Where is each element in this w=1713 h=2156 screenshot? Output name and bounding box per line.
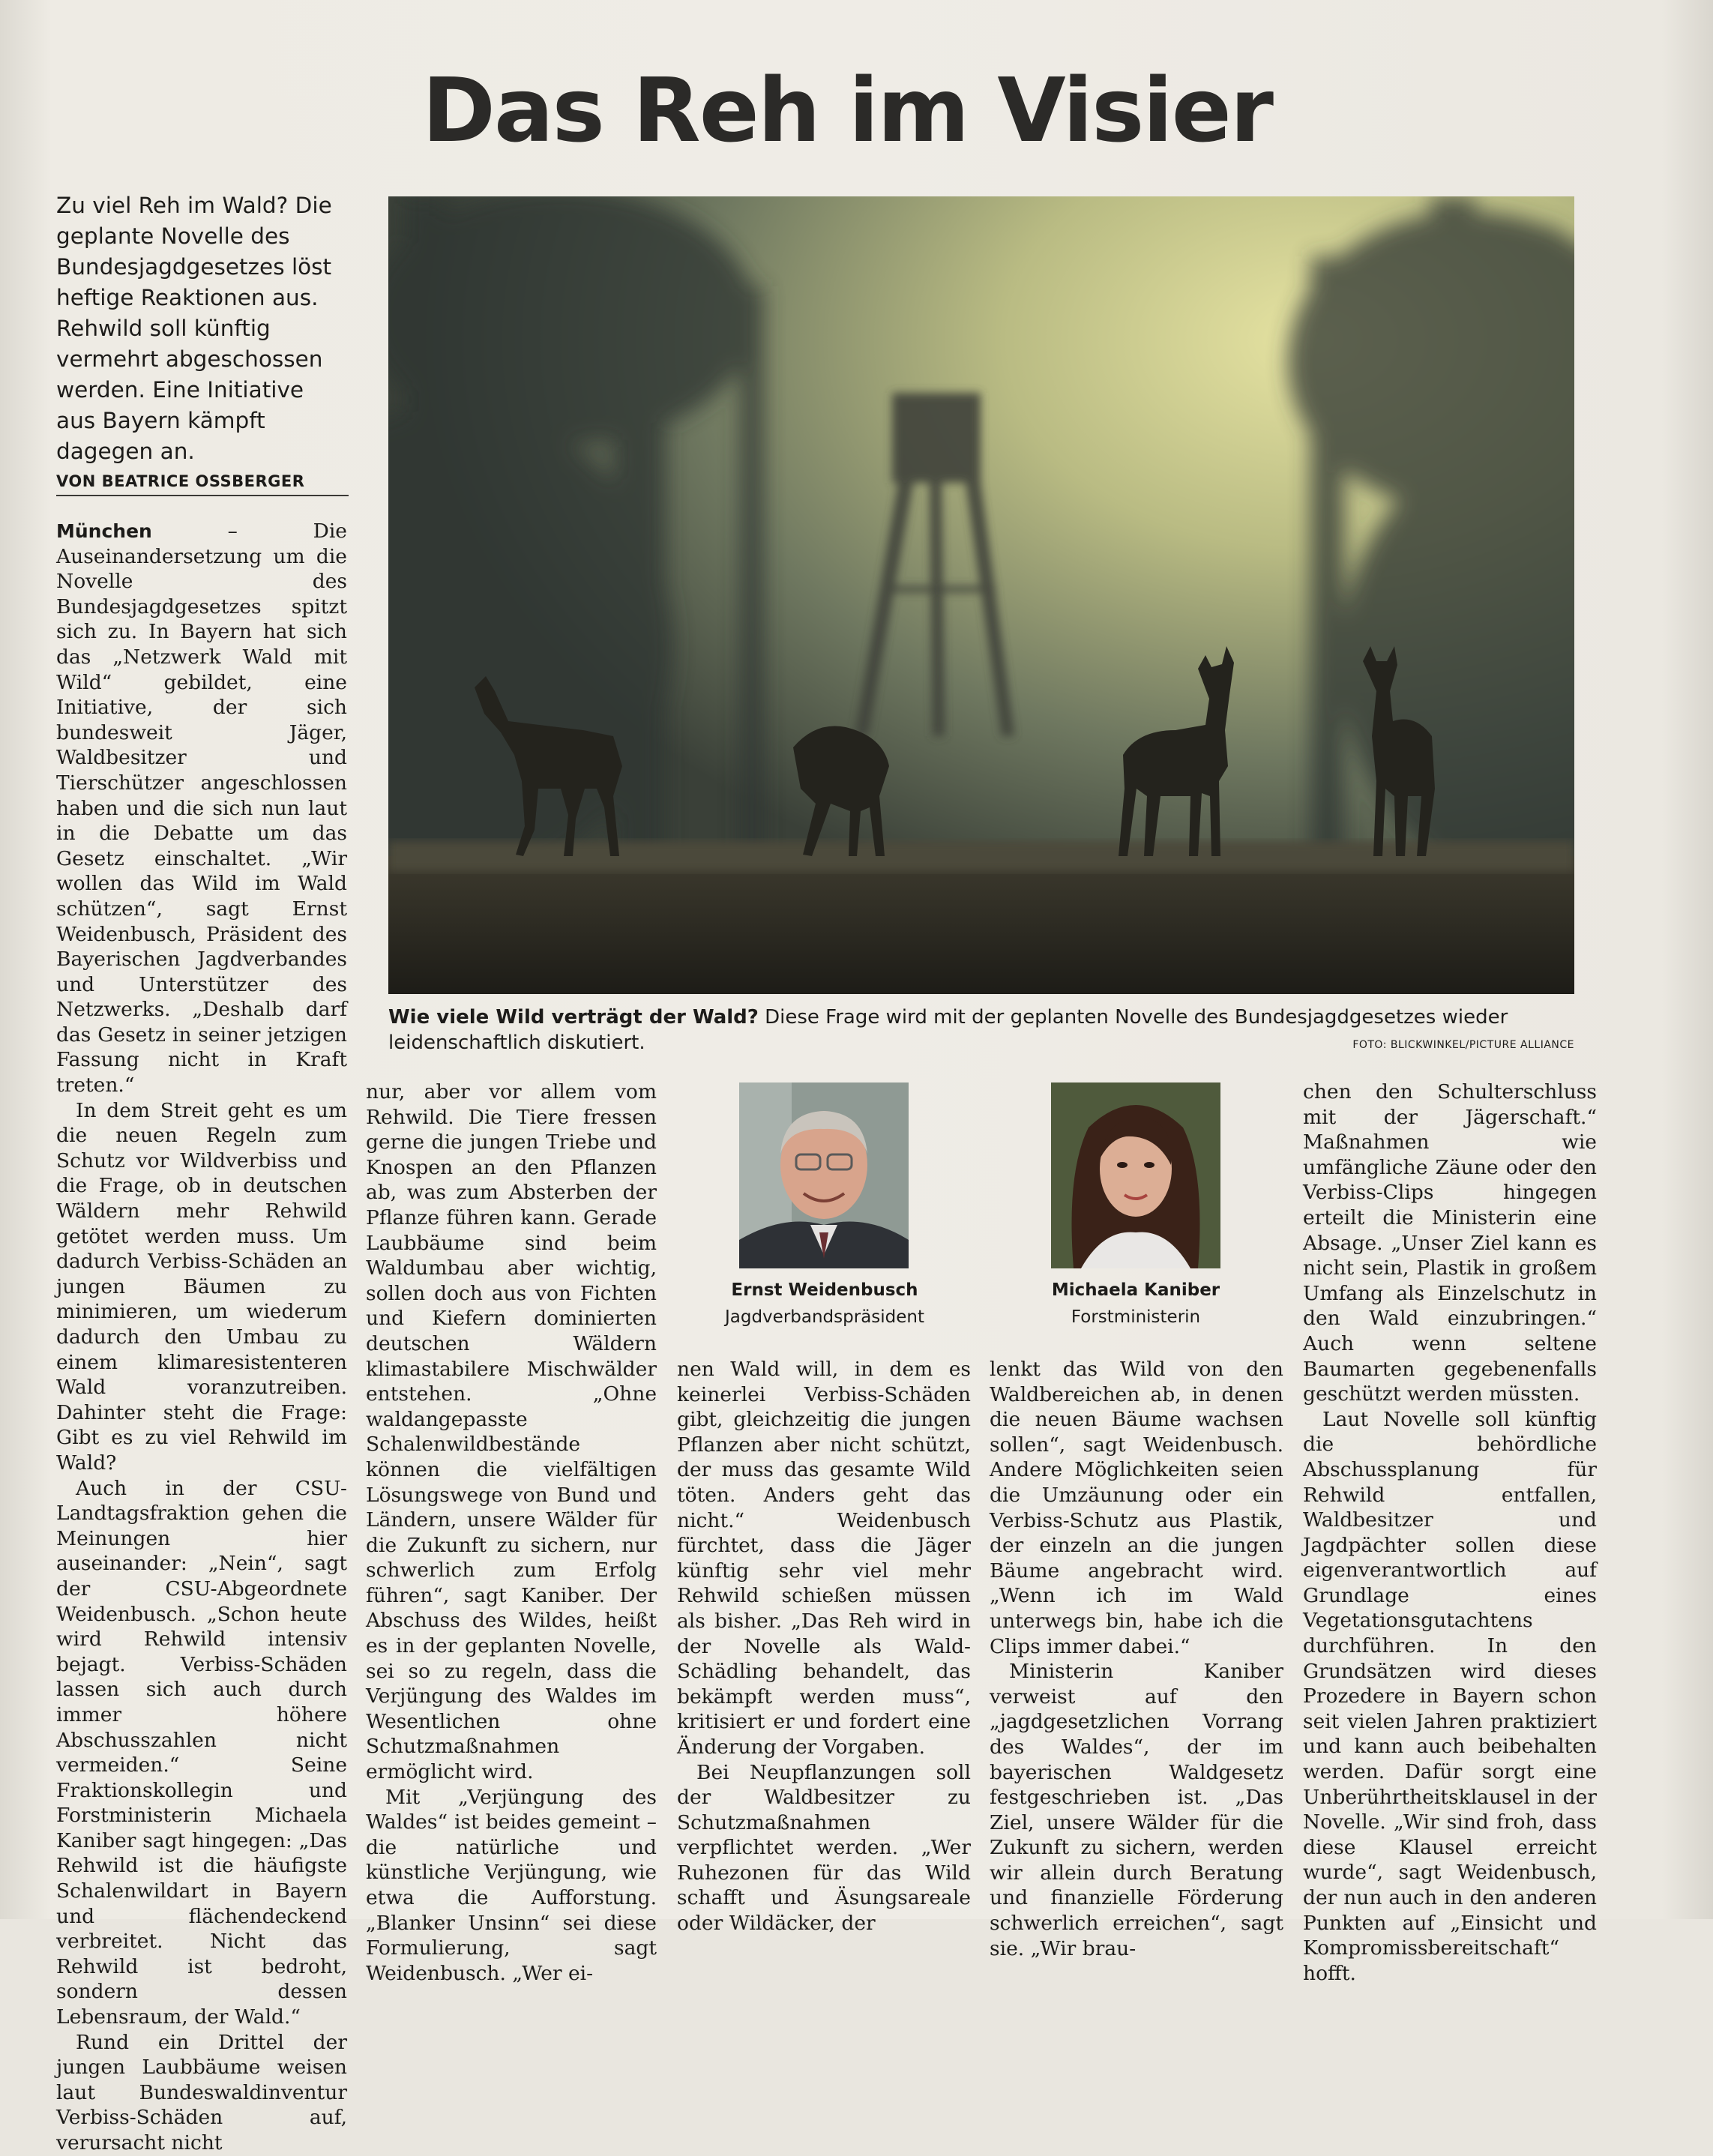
paragraph: Mit „Verjüngung des Waldes“ ist beides gemeint – die natürliche und künstliche Verjüngung, wie etwa die Aufforstung. „Blanker Unsinn“ sei diese Formulierung, sagt Weidenbusch. „Wer ei- [366,1785,657,1985]
person-name-kaniber: Michaela Kaniber [1051,1280,1220,1300]
person-role-kaniber: Forstministerin [1071,1307,1201,1327]
woman-portrait-photo [1051,1082,1220,1268]
adjacent-article-left-fragment [0,15,45,585]
adjacent-article-right-fragment [1657,15,1713,1889]
paragraph: chen den Schulterschluss mit der Jägerschaft.“ Maßnahmen wie umfängliche Zäune oder den Verbiss-Clips hingegen erteilt die Ministerin eine Absage. „Unser Ziel kann es nicht sein, Plastik in großem Umfang als Einzelschutz in den Wald einzubringen.“ Auch wenn seltene Baumarten gegebenenfalls geschützt werden müssten. [1303,1080,1597,1406]
paragraph: Ministerin Kaniber verweist auf den „jagdgesetzlichen Vorrang des Waldes“, der im bayerischen Waldgesetz festgeschrieben ist. „Das Ziel, unsere Wälder für die Zukunft zu sichern, werden wir allein durch Beratung und finanzielle Förderung schwerlich erreichen“, sagt sie. „Wir brau- [990,1660,1283,1960]
paragraph: nen Wald will, in dem es keinerlei Verbiss-Schäden gibt, gleichzeitig die jungen Pflanzen aber nicht schützt, der muss das gesamte Wild töten. Anders geht das nicht.“ Weidenbusch fürchtet, dass die Jäger künftig sehr viel mehr Rehwild schießen müssen als bisher. „Das Reh wird in der Novelle als Wald-Schädling behandelt, das bekämpft werden muss“, kritisiert er und fordert eine Änderung der Vorgaben. [677,1358,971,1759]
portrait-michaela-kaniber [1051,1082,1220,1268]
caption-lead: Wie viele Wild verträgt der Wald? [388,1006,759,1029]
paragraph: Laut Novelle soll künftig die behördliche Abschussplanung für Rehwild entfallen, Waldbesitzer und Jagdpächter sollen diese eigenverantwortlich auf Grundlage eines Vegetationsgutachtens durchführen. In den Grundsätzen wird dieses Prozedere in Bayern schon seit vielen Jahren praktiziert und kann auch beibehalten werden. Dafür sorgt eine Unberührtheitsklausel in der Novelle. „Wir sind froh, dass diese Klausel erreicht wurde“, sagt Weidenbusch, der nun auch in den anderen Punkten auf „Einsicht und Kompromissbereitschaft“ hofft. [1303,1407,1597,1985]
caption-text: Diese Frage wird mit der geplanten Novelle des Bundesjagdgesetzes wieder leidenschaftlich diskutiert. [388,1006,1508,1054]
article-column-1 [56,519,347,2156]
deer-hunting-stand-photo [388,196,1574,994]
man-portrait-photo [739,1082,909,1268]
article-column-5 [1303,1079,1597,1986]
photo-credit: FOTO: BLICKWINKEL/PICTURE ALLIANCE [1352,1039,1574,1051]
paragraph-text: – Die Auseinandersetzung um die Novelle des Bundesjagdgesetzes spitzt sich zu. In Bayern hat sich das „Netzwerk Wald mit Wild“ gebildet, eine Initiative, der sich bundesweit Jäger, Waldbesitzer und Tierschützer angeschlossen haben und die sich nun laut in die Debatte um das Gesetz einschaltet. „Wir wollen das Wild im Wald schützen“, sagt Ernst Weidenbusch, Präsident des Bayerischen Jagdverbandes und Unterstützer des Netzwerks. „Deshalb darf das Gesetz in seiner jetzigen Fassung nicht in Kraft treten.“ [56,520,347,1097]
person-name-weidenbusch: Ernst Weidenbusch [731,1280,918,1300]
paragraph: Auch in der CSU-Landtagsfraktion gehen die Meinungen hier auseinander: „Nein“, sagt der CSU-Abgeordnete Weidenbusch. „Schon heute wird Rehwild intensiv bejagt. Verbiss-Schäden lassen sich auch durch immer höhere Abschusszahlen nicht vermeiden.“ Seine Fraktionskollegin und Forstministerin Michaela Kaniber sagt hingegen: „Das Rehwild ist die häufigste Schalenwildart in Bayern und flächendeckend verbreitet. Nicht das Rehwild ist bedroht, sondern dessen Lebensraum, der Wald.“ [56,1476,347,2029]
portrait-ernst-weidenbusch [739,1082,909,1268]
headline: Das Reh im Visier [422,58,1272,162]
person-role-weidenbusch: Jagdverbandspräsident [724,1307,925,1327]
article-column-4 [990,1357,1283,1961]
dateline-place: München [56,520,152,542]
byline: VON BEATRICE OSSBERGER [56,472,349,496]
paragraph: Bei Neupflanzungen soll der Waldbesitzer zu Schutzmaßnahmen verpflichtet werden. „Wer Ruhezonen für das Wild schafft und Äsungsareale oder Wildäcker, der [677,1760,971,1936]
paragraph: Rund ein Drittel der jungen Laubbäume weisen laut Bundeswaldinventur Verbiss-Schäden auf, verursacht nicht [56,2030,347,2155]
paragraph: In dem Streit geht es um die neuen Regeln zum Schutz vor Wildverbiss und die Frage, ob in deutschen Wäldern mehr Rehwild getötet werden muss. Um dadurch Verbiss-Schäden an jungen Bäumen zu minimieren, um wiederum dadurch den Umbau zu einem klimaresistenteren Wald voranzutreiben. Dahinter steht die Frage: Gibt es zu viel Rehwild im Wald? [56,1098,347,1475]
main-photo-deer-at-dusk [388,196,1574,994]
article-column-2 [366,1079,657,1986]
article-column-3 [677,1357,971,1936]
paragraph [56,519,347,1098]
paragraph: nur, aber vor allem vom Rehwild. Die Tiere fressen gerne die jungen Triebe und Knospen an den Pflanzen ab, was zum Absterben der Pflanze führen kann. Gerade Laubbäume sind beim Waldumbau aber wichtig, sollen doch aus von Fichten und Kiefern dominierten deutschen Wäldern klimastabilere Mischwälder entstehen. „Ohne waldangepasste Schalenwildbestände können die vielfältigen Lösungswege von Bund und Ländern, unsere Wälder für die Zukunft zu sichern, nur schwerlich zum Erfolg führen“, sagt Kaniber. Der Abschuss des Wildes, heißt es in der geplanten Novelle, sei so zu regeln, dass die Verjüngung des Waldes im Wesentlichen ohne Schutzmaßnahmen ermöglicht wird. [366,1080,657,1784]
paragraph: lenkt das Wild von den Waldbereichen ab, in denen die neuen Bäume wachsen sollen“, sagt Weidenbusch. Andere Möglichkeiten seien die Umzäunung oder ein Verbiss-Schutz aus Plastik, der einzeln an die jungen Bäume angebracht wird. „Wenn ich im Wald unterwegs bin, habe ich die Clips immer dabei.“ [990,1358,1283,1658]
article-lead: Zu viel Reh im Wald? Die geplante Novelle des Bundesjagdgesetzes löst heftige Reaktionen aus. Rehwild soll künftig vermehrt abgeschossen werden. Eine Initiative aus Bayern kämpft dagegen an. [56,193,332,464]
